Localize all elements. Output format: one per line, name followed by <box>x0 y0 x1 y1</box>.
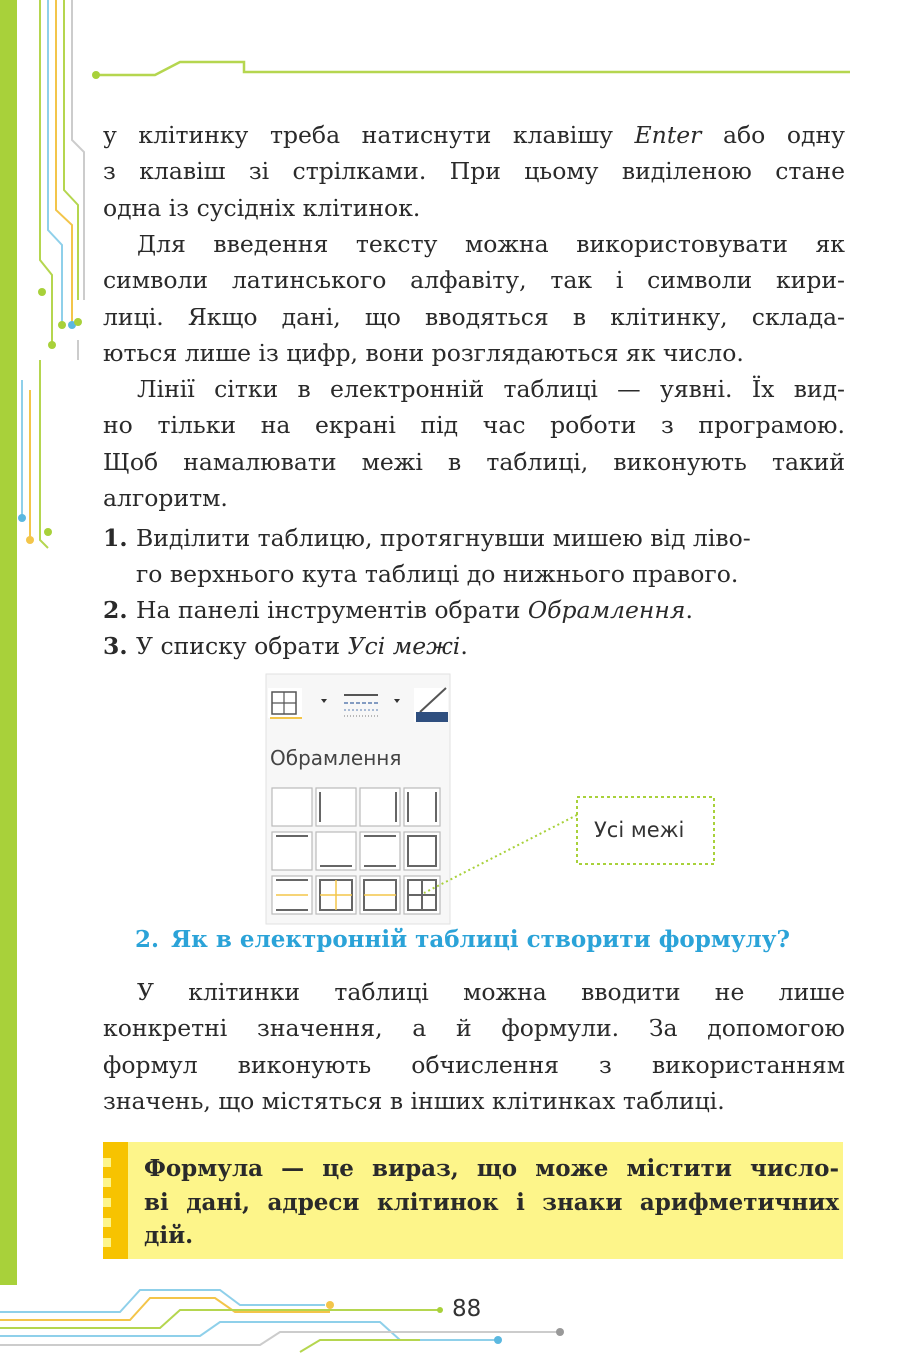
enter-key-term: Enter <box>634 121 702 149</box>
callout-label: Усі межі <box>594 818 685 842</box>
step-2: 2. На панелі інструментів обрати Обрамлення. <box>103 596 693 624</box>
definition-bar <box>103 1142 128 1259</box>
border-color-button[interactable] <box>414 688 448 722</box>
paragraph-enter-key: у клітинку треба натиснути клавішу Enter або одну з клавіш зі стрілками. При цьому виділеною стане одна із сусідніх клітинок. <box>103 121 845 222</box>
paragraph-formulas: У клітинки таблиці можна вводити не лише конкретні значення, а й формули. За допомогою формул виконують обчислення з використанням значень, що містяться в інших клітинках таблиці. <box>103 978 845 1115</box>
definition-text: Формула — це вираз, що може містити число- ві дані, адреси клітинок і знаки арифметичних дій. <box>144 1155 839 1249</box>
page-number: 88 <box>452 1296 482 1322</box>
step-1: 1. Виділити таблицю, протягнувши мишею від ліво- го верхнього кута таблиці до нижнього правого. <box>103 524 751 589</box>
paragraph-text-entry: Для введення тексту можна використовувати як символи латинського алфавіту, так і символи кири- лиці. Якщо дані, що вводяться в клітинку, склада- ються лише із цифр, вони розглядаються як число. <box>103 230 845 367</box>
paragraph-grid-lines: Лінії сітки в електронній таблиці — уявні. Їх вид- но тільки на екрані під час роботи з програмою. Щоб намалювати межі в таблиці, виконують такий алгоритм. <box>103 375 845 512</box>
borders-panel-title: Обрамлення <box>270 746 402 770</box>
step-3: 3. У списку обрати Усі межі. <box>103 632 468 660</box>
section-heading: 2. Як в електронній таблиці створити формулу? <box>135 926 790 953</box>
